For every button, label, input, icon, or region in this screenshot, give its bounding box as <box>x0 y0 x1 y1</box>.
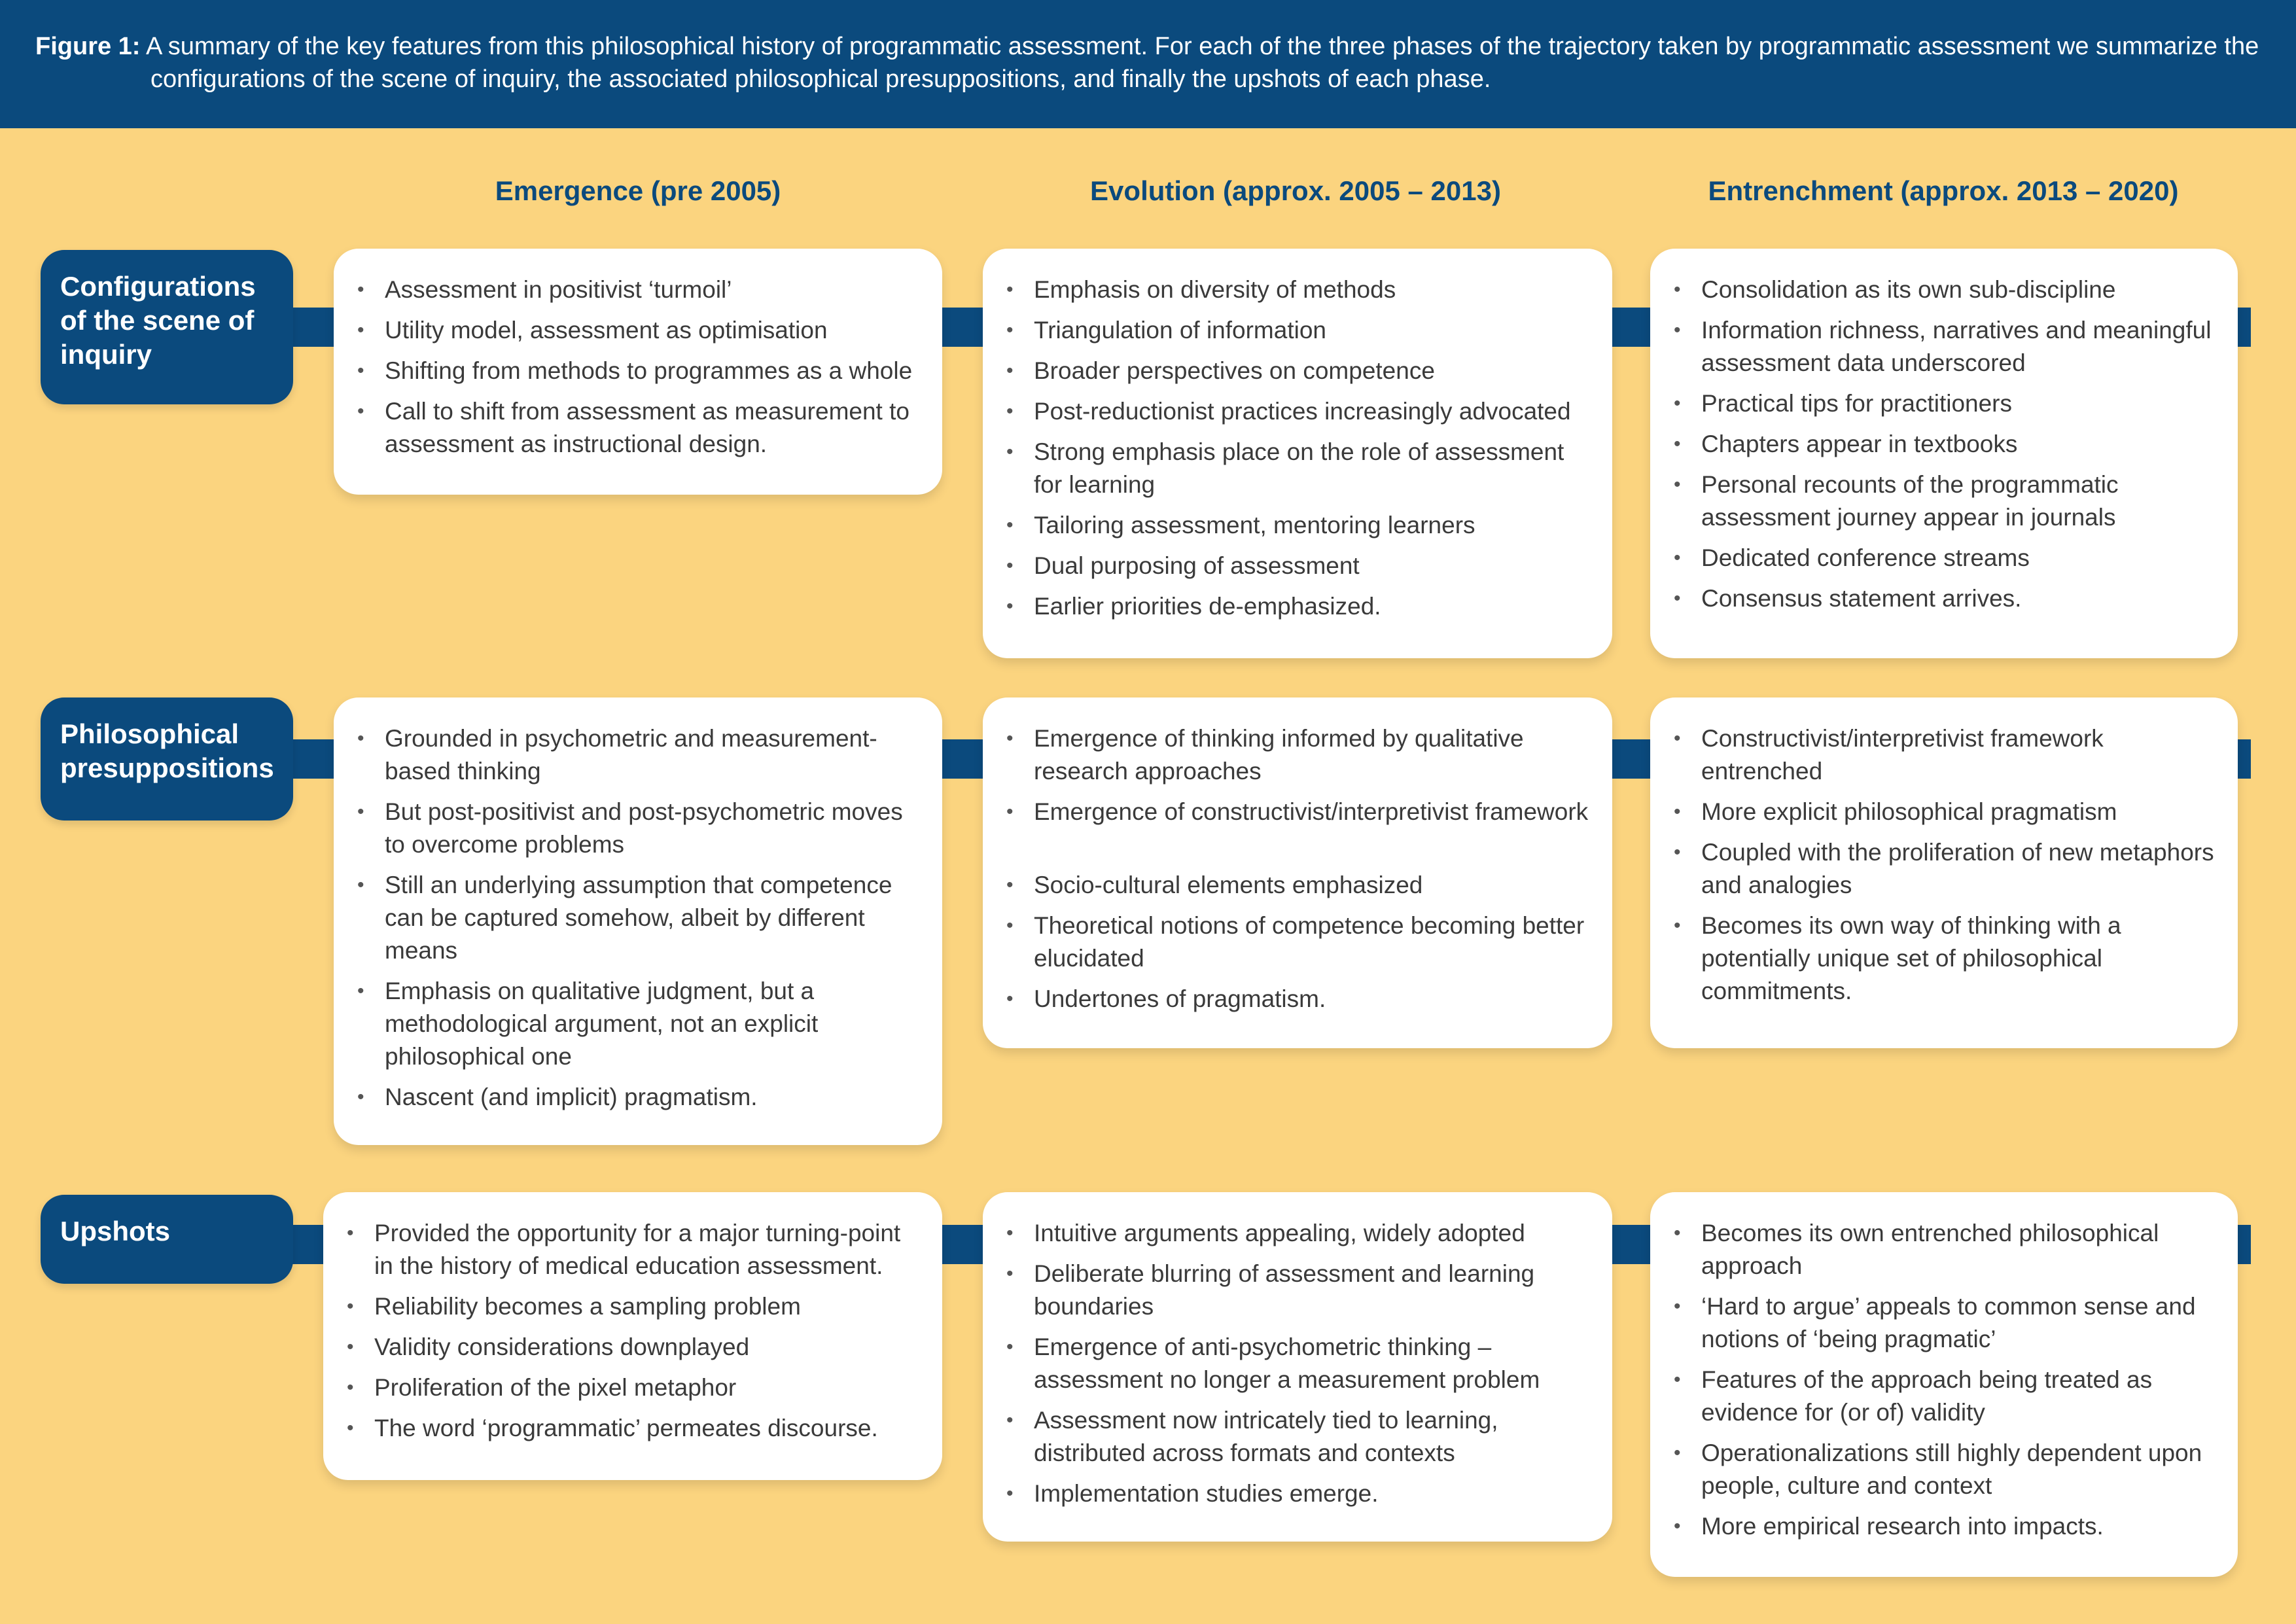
bullet-icon: • <box>1674 393 1681 414</box>
list-item <box>343 1217 923 1282</box>
list-item-text: Still an underlying assumption that competence can be captured somehow, albeit by different means <box>385 872 892 964</box>
cell-presuppositions-evolution <box>983 697 1612 1048</box>
list-item-text: Emergence of anti-psychometric thinking – assessment no longer a measurement problem <box>1034 1333 1540 1393</box>
list-item-text: Consensus statement arrives. <box>1701 585 2022 612</box>
list-item <box>353 274 923 306</box>
list-item-text: Coupled with the proliferation of new metaphors and analogies <box>1701 839 2214 898</box>
list-item <box>1670 1290 2218 1356</box>
bullet-icon: • <box>1006 555 1014 576</box>
list-item-text: Shifting from methods to programmes as a whole <box>385 357 913 384</box>
cell-configurations-entrenchment <box>1650 249 2238 658</box>
list-item <box>1670 387 2218 420</box>
bullet-icon: • <box>357 319 364 341</box>
bullet-icon: • <box>1006 728 1014 749</box>
list-item <box>1002 395 1593 428</box>
list-item <box>1002 590 1593 623</box>
list-item-text: Proliferation of the pixel metaphor <box>374 1374 737 1401</box>
list-item <box>1002 1331 1593 1396</box>
bullet-icon: • <box>1674 588 1681 609</box>
cell-upshots-entrenchment <box>1650 1192 2238 1577</box>
list-item <box>1670 542 2218 574</box>
list-item <box>1002 314 1593 347</box>
list-item-text: Dedicated conference streams <box>1701 544 2030 571</box>
bullet-icon: • <box>347 1296 354 1317</box>
bullet-icon: • <box>357 728 364 749</box>
list-item-text: Earlier priorities de-emphasized. <box>1034 593 1381 620</box>
list-item-text: Constructivist/interpretivist framework entrenched <box>1701 725 2104 785</box>
bullet-icon: • <box>357 279 364 300</box>
list-item-text: Reliability becomes a sampling problem <box>374 1293 801 1320</box>
list-item-text: Chapters appear in textbooks <box>1701 431 2018 457</box>
bullet-icon: • <box>347 1417 354 1439</box>
bullet-icon: • <box>1006 915 1014 936</box>
bullet-icon: • <box>1674 433 1681 455</box>
list-item-text: Provided the opportunity for a major turning-point in the history of medical education assessment. <box>374 1220 901 1279</box>
list-item-text: Socio-cultural elements emphasized <box>1034 872 1423 898</box>
list-item <box>1002 355 1593 387</box>
cell-configurations-evolution <box>983 249 1612 658</box>
list-item <box>343 1290 923 1323</box>
list-item <box>1002 983 1593 1015</box>
bullet-icon: • <box>1006 1222 1014 1244</box>
figure-caption <box>35 30 2296 96</box>
list-item <box>1002 274 1593 306</box>
list-item <box>353 1081 923 1114</box>
bullet-icon: • <box>357 980 364 1002</box>
list-item-text: Emphasis on diversity of methods <box>1034 276 1396 303</box>
list-item-text: Emergence of thinking informed by qualitative research approaches <box>1034 725 1524 785</box>
bullet-icon: • <box>1006 595 1014 617</box>
bullet-icon: • <box>357 1086 364 1108</box>
figure-caption-text: A summary of the key features from this philosophical history of programmatic assessment. For each of the three phases of the trajectory taken by programmatic assessment we summarize the configurations of the scene of inquiry, the associated philosophical presuppositions, and finally the upshots of each phase. <box>145 33 2259 93</box>
list-item-text: Dual purposing of assessment <box>1034 552 1360 579</box>
list-item-text: Call to shift from assessment as measurement to assessment as instructional design. <box>385 398 910 457</box>
figure-caption-label: Figure 1: <box>35 33 141 60</box>
list-item <box>1670 274 2218 306</box>
bullet-icon: • <box>1006 988 1014 1010</box>
bullet-icon: • <box>1674 728 1681 749</box>
list-item <box>353 975 923 1073</box>
list-item <box>1002 869 1593 902</box>
bullet-icon: • <box>1674 1222 1681 1244</box>
list-item-text: Validity considerations downplayed <box>374 1333 750 1360</box>
list-item-text: More empirical research into impacts. <box>1701 1513 2104 1540</box>
bullet-icon: • <box>1006 319 1014 341</box>
list-item-text: Grounded in psychometric and measurement-based thinking <box>385 725 877 785</box>
list-item <box>1670 909 2218 1008</box>
bullet-icon: • <box>1674 279 1681 300</box>
bullet-icon: • <box>357 801 364 822</box>
list-item <box>353 796 923 861</box>
list-item <box>1002 1404 1593 1470</box>
bullet-icon: • <box>1006 801 1014 822</box>
bullet-icon: • <box>1006 360 1014 381</box>
list-item <box>1002 796 1593 828</box>
bullet-icon: • <box>1674 1369 1681 1390</box>
list-item-text: Operationalizations still highly dependent upon people, culture and context <box>1701 1439 2202 1499</box>
bullet-icon: • <box>1674 1442 1681 1464</box>
cell-presuppositions-entrenchment <box>1650 697 2238 1048</box>
list-item-text: Triangulation of information <box>1034 317 1326 344</box>
column-header-evolution: Evolution (approx. 2005 – 2013) <box>1090 175 1501 206</box>
list-item <box>1670 1364 2218 1429</box>
bullet-icon: • <box>1674 841 1681 863</box>
list-item <box>1670 1437 2218 1502</box>
bullet-icon: • <box>1674 1515 1681 1537</box>
list-item-text: Nascent (and implicit) pragmatism. <box>385 1084 758 1110</box>
list-item-text: Assessment now intricately tied to learning, distributed across formats and contexts <box>1034 1407 1498 1466</box>
bullet-icon: • <box>357 400 364 422</box>
list-item <box>1002 722 1593 788</box>
figure-header <box>0 0 2296 128</box>
bullet-icon: • <box>1006 514 1014 536</box>
list-item <box>1002 550 1593 582</box>
row-label-presuppositions: Philosophical presuppositions <box>41 697 293 821</box>
list-item <box>1002 1217 1593 1250</box>
bullet-icon: • <box>1006 441 1014 463</box>
bullet-icon: • <box>1674 1296 1681 1317</box>
cell-configurations-emergence <box>334 249 942 495</box>
row-label-configurations: Configurations of the scene of inquiry <box>41 250 293 404</box>
list-item-text: Broader perspectives on competence <box>1034 357 1435 384</box>
list-item <box>353 355 923 387</box>
list-item-text: Strong emphasis place on the role of assessment for learning <box>1034 438 1564 498</box>
list-item-text: Emergence of constructivist/interpretivist framework <box>1034 798 1589 825</box>
row-label-upshots: Upshots <box>41 1195 293 1284</box>
bullet-icon: • <box>1006 1409 1014 1431</box>
bullet-icon: • <box>1674 915 1681 936</box>
list-item <box>353 395 923 461</box>
bullet-icon: • <box>1674 474 1681 495</box>
list-item-text: Emphasis on qualitative judgment, but a methodological argument, not an explicit philosophical one <box>385 978 819 1070</box>
list-item <box>353 869 923 967</box>
list-item-text: Features of the approach being treated as evidence for (or of) validity <box>1701 1366 2153 1426</box>
list-item <box>343 1331 923 1364</box>
list-item <box>1670 1510 2218 1543</box>
list-item-text: The word ‘programmatic’ permeates discourse. <box>374 1415 878 1441</box>
list-item-text: Information richness, narratives and meaningful assessment data underscored <box>1701 317 2212 376</box>
list-item-text: Personal recounts of the programmatic assessment journey appear in journals <box>1701 471 2119 531</box>
bullet-icon: • <box>357 360 364 381</box>
bullet-icon: • <box>1006 400 1014 422</box>
list-item-text: More explicit philosophical pragmatism <box>1701 798 2117 825</box>
list-item-text: Post-reductionist practices increasingly advocated <box>1034 398 1571 425</box>
cell-upshots-evolution <box>983 1192 1612 1542</box>
list-item <box>1670 722 2218 788</box>
column-header-entrenchment: Entrenchment (approx. 2013 – 2020) <box>1708 175 2179 206</box>
list-item <box>1670 1217 2218 1282</box>
list-item-text: Tailoring assessment, mentoring learners <box>1034 512 1475 538</box>
bullet-icon: • <box>1006 1263 1014 1284</box>
list-item <box>1670 582 2218 615</box>
bullet-icon: • <box>1674 319 1681 341</box>
list-item <box>1670 468 2218 534</box>
bullet-icon: • <box>1006 1483 1014 1504</box>
bullet-icon: • <box>357 874 364 896</box>
list-item <box>1002 1258 1593 1323</box>
list-item <box>1670 314 2218 380</box>
column-header-emergence: Emergence (pre 2005) <box>495 175 781 206</box>
list-item <box>343 1371 923 1404</box>
list-item-text: Undertones of pragmatism. <box>1034 985 1326 1012</box>
cell-presuppositions-emergence <box>334 697 942 1145</box>
bullet-icon: • <box>347 1377 354 1398</box>
list-item-text: But post-positivist and post-psychometric moves to overcome problems <box>385 798 903 858</box>
list-item <box>343 1412 923 1445</box>
list-item-text: ‘Hard to argue’ appeals to common sense and notions of ‘being pragmatic’ <box>1701 1293 2196 1352</box>
list-item-text: Implementation studies emerge. <box>1034 1480 1379 1507</box>
list-item <box>1002 436 1593 501</box>
list-item <box>1670 836 2218 902</box>
bullet-icon: • <box>347 1222 354 1244</box>
list-item <box>1670 428 2218 461</box>
list-item-text: Utility model, assessment as optimisation <box>385 317 828 344</box>
list-item-text: Consolidation as its own sub-discipline <box>1701 276 2116 303</box>
list-item <box>353 722 923 788</box>
bullet-icon: • <box>1006 1336 1014 1358</box>
bullet-icon: • <box>347 1336 354 1358</box>
list-item <box>353 314 923 347</box>
list-item <box>1002 1477 1593 1510</box>
cell-upshots-emergence <box>323 1192 942 1480</box>
list-item-text: Becomes its own way of thinking with a potentially unique set of philosophical commitments. <box>1701 912 2121 1004</box>
list-item <box>1002 509 1593 542</box>
list-item-text: Becomes its own entrenched philosophical approach <box>1701 1220 2159 1279</box>
list-item-text: Deliberate blurring of assessment and learning boundaries <box>1034 1260 1535 1320</box>
list-item-text: Assessment in positivist ‘turmoil’ <box>385 276 732 303</box>
bullet-icon: • <box>1674 801 1681 822</box>
list-item-text: Theoretical notions of competence becoming better elucidated <box>1034 912 1585 972</box>
list-item <box>1002 909 1593 975</box>
bullet-icon: • <box>1006 874 1014 896</box>
bullet-icon: • <box>1674 547 1681 569</box>
list-item-text: Practical tips for practitioners <box>1701 390 2013 417</box>
list-item <box>1670 796 2218 828</box>
list-item-text: Intuitive arguments appealing, widely adopted <box>1034 1220 1525 1246</box>
bullet-icon: • <box>1006 279 1014 300</box>
